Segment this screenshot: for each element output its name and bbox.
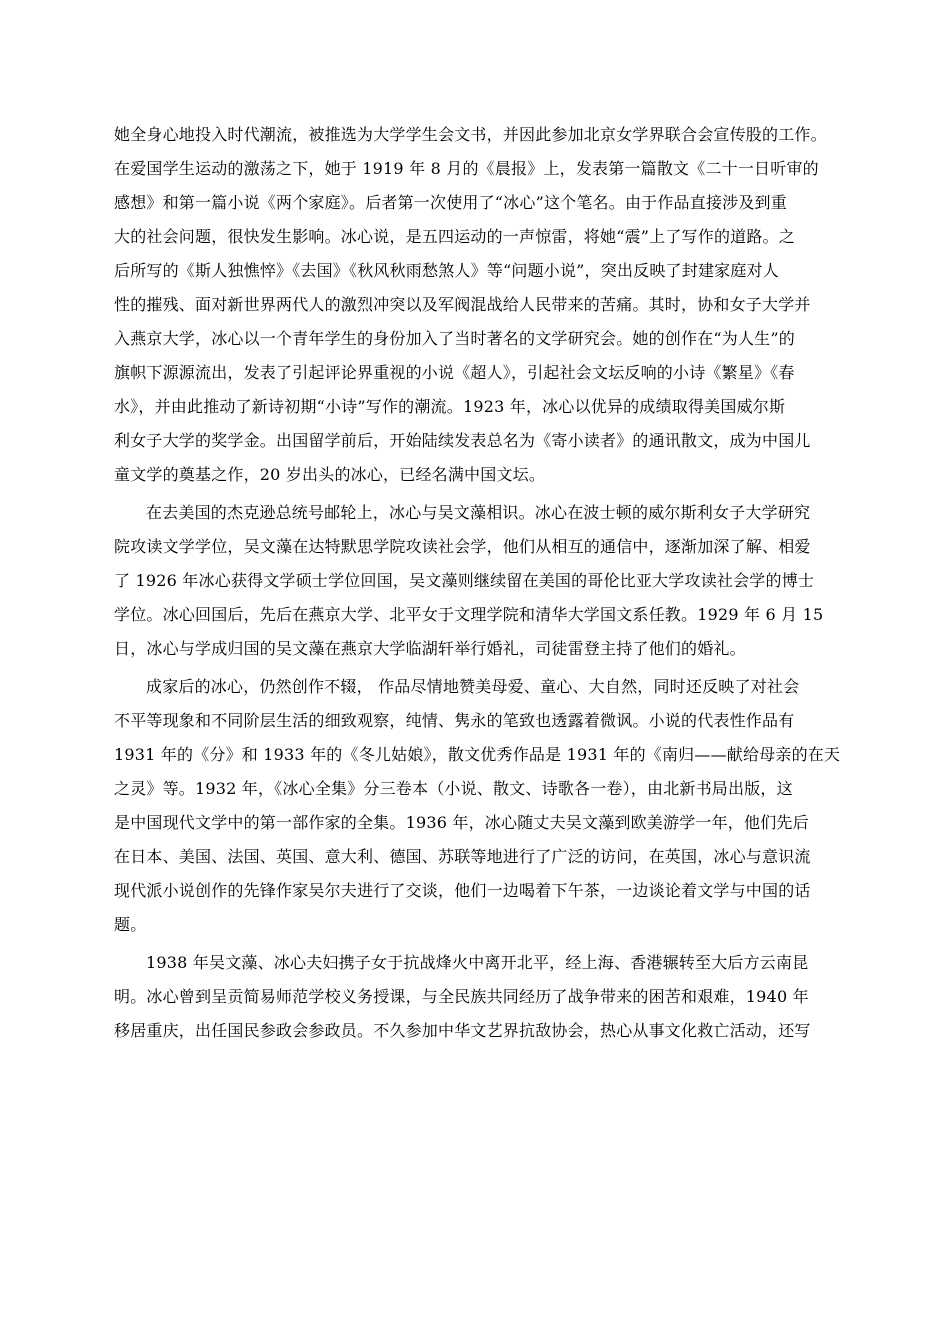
text-line: 了 1926 年冰心获得文学硕士学位回国，吴文藻则继续留在美国的哥伦比亚大学攻读社会学的博士 bbox=[114, 571, 815, 590]
text-line: 现代派小说创作的先锋作家吴尔夫进行了交谈，他们一边喝着下午茶，一边谈论着文学与中国的话 bbox=[114, 881, 811, 900]
text-line: 在去美国的杰克逊总统号邮轮上，冰心与吴文藻相识。冰心在波士顿的威尔斯利女子大学研究 bbox=[146, 503, 811, 522]
text-line: 明。冰心曾到呈贡简易师范学校义务授课，与全民族共同经历了战争带来的困苦和艰难，1940 年 bbox=[114, 987, 809, 1006]
text-line: 不平等现象和不同阶层生活的细致观察，纯情、隽永的笔致也透露着微讽。小说的代表性作品有 bbox=[114, 711, 795, 730]
paragraph-2 bbox=[114, 496, 838, 666]
paragraph-3 bbox=[114, 670, 841, 942]
text-line: 院攻读文学学位，吴文藻在达特默思学院攻读社会学，他们从相互的通信中，逐渐加深了解、相爱 bbox=[114, 537, 811, 556]
text-line: 利女子大学的奖学金。出国留学前后，开始陆续发表总名为《寄小读者》的通讯散文，成为中国儿 bbox=[114, 431, 811, 450]
text-line: 她全身心地投入时代潮流，被推选为大学学生会文书，并因此参加北京女学界联合会宣传股的工作。 bbox=[114, 125, 827, 144]
text-line: 旗帜下源源流出，发表了引起评论界重视的小说《超人》，引起社会文坛反响的小诗《繁星》《春 bbox=[114, 363, 795, 382]
text-line: 感想》和第一篇小说《两个家庭》。后者第一次使用了“冰心”这个笔名。由于作品直接涉及到重 bbox=[114, 193, 787, 212]
text-line: 性的摧残、面对新世界两代人的激烈冲突以及军阀混战给人民带来的苦痛。其时，协和女子大学并 bbox=[114, 295, 811, 314]
text-line: 题。 bbox=[114, 915, 147, 934]
text-line: 1931 年的《分》和 1933 年的《冬儿姑娘》，散文优秀作品是 1931 年的《南归——献给母亲的在天 bbox=[114, 745, 841, 764]
text-line: 水》，并由此推动了新诗初期“小诗”写作的潮流。1923 年，冰心以优异的成绩取得美国威尔斯 bbox=[114, 397, 786, 416]
text-line: 在爱国学生运动的激荡之下，她于 1919 年 8 月的《晨报》上，发表第一篇散文《二十一日听审的 bbox=[114, 159, 819, 178]
paragraph-4 bbox=[114, 946, 838, 1048]
text-line: 大的社会问题，很快发生影响。冰心说，是五四运动的一声惊雷，将她“震”上了写作的道路。之 bbox=[114, 227, 795, 246]
text-line: 1938 年吴文藻、冰心夫妇携子女于抗战烽火中离开北平，经上海、香港辗转至大后方云南昆 bbox=[146, 953, 809, 972]
text-line: 之灵》等。1932 年，《冰心全集》分三卷本（小说、散文、诗歌各一卷），由北新书局出版，这 bbox=[114, 779, 793, 798]
text-line: 后所写的《斯人独憔悴》《去国》《秋风秋雨愁煞人》等“问题小说”，突出反映了封建家庭对人 bbox=[114, 261, 779, 280]
document-body bbox=[114, 118, 841, 1048]
text-line: 在日本、美国、法国、英国、意大利、德国、苏联等地进行了广泛的访问，在英国，冰心与意识流 bbox=[114, 847, 811, 866]
text-line: 是中国现代文学中的第一部作家的全集。1936 年，冰心随丈夫吴文藻到欧美游学一年，他们先后 bbox=[114, 813, 809, 832]
text-line: 成家后的冰心，仍然创作不辍， 作品尽情地赞美母爱、童心、大自然，同时还反映了对社会 bbox=[146, 677, 800, 696]
paragraph-1 bbox=[114, 118, 838, 492]
text-line: 童文学的奠基之作，20 岁出头的冰心，已经名满中国文坛。 bbox=[114, 465, 546, 484]
text-line: 入燕京大学，冰心以一个青年学生的身份加入了当时著名的文学研究会。她的创作在“为人生”的 bbox=[114, 329, 795, 348]
text-line: 移居重庆，出任国民参政会参政员。不久参加中华文艺界抗敌协会，热心从事文化救亡活动，还写 bbox=[114, 1021, 811, 1040]
text-line: 日，冰心与学成归国的吴文藻在燕京大学临湖轩举行婚礼，司徒雷登主持了他们的婚礼。 bbox=[114, 639, 746, 658]
text-line: 学位。冰心回国后，先后在燕京大学、北平女于文理学院和清华大学国文系任教。1929 年 6 月 15 bbox=[114, 605, 824, 624]
